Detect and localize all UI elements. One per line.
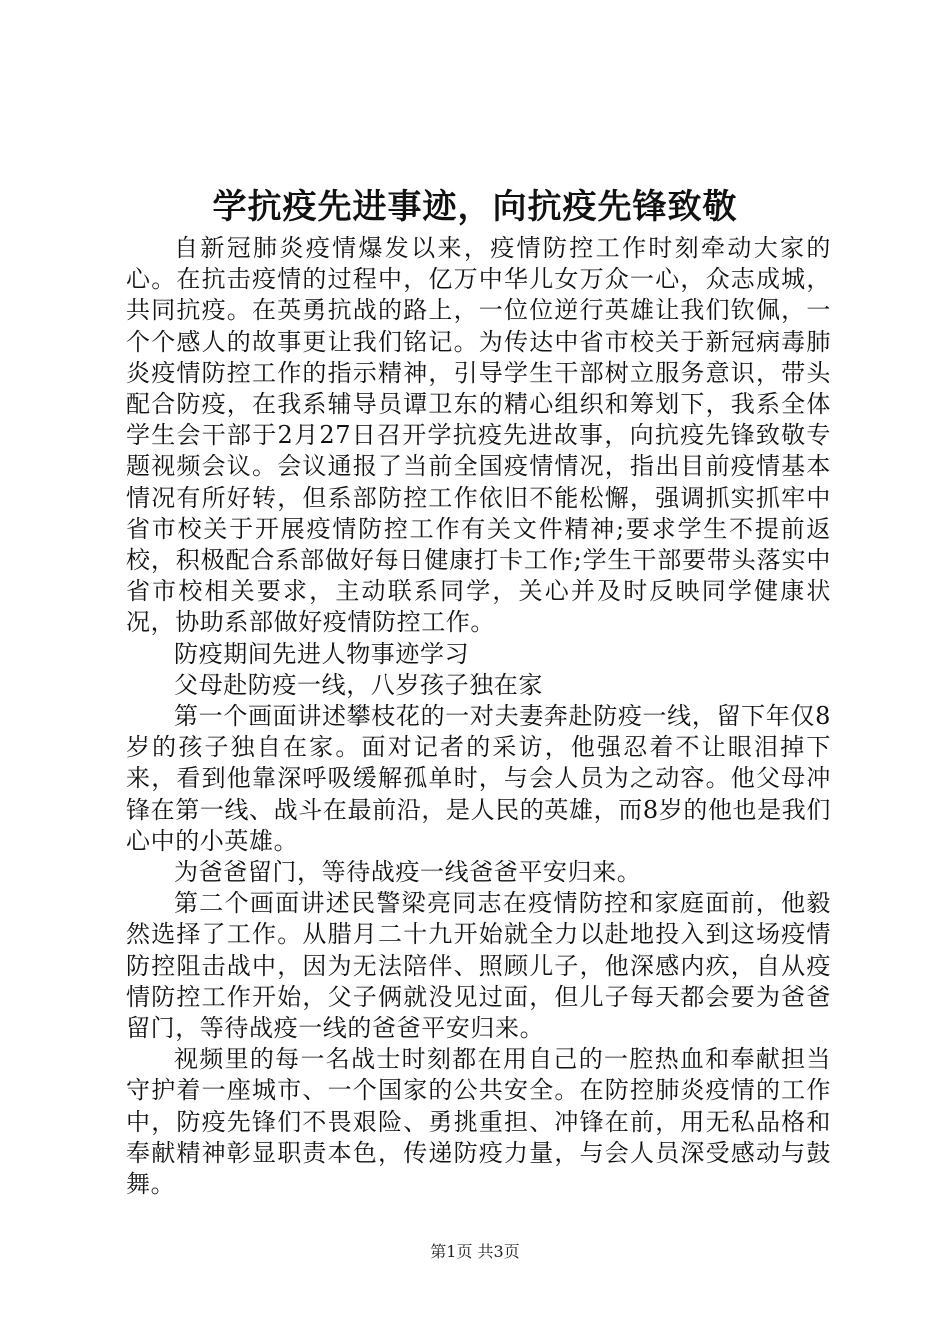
paragraph-story-two: 第二个画面讲述民警梁亮同志在疫情防控和家庭面前，他毅然选择了工作。从腊月二十九开始就全力以赴地投入到这场疫情防控阻击战中，因为无法陪伴、照顾儿子，他深感内疚，自从疫情防控工作开始，父子俩就没见过面，但儿子每天都会要为爸爸留门，等待战疫一线的爸爸平安归来。 <box>126 889 831 1043</box>
document-body <box>126 233 831 1200</box>
paragraph-story-two-heading: 为爸爸留门，等待战疫一线爸爸平安归来。 <box>174 858 642 887</box>
paragraph-conclusion: 视频里的每一名战士时刻都在用自己的一腔热血和奉献担当守护着一座城市、一个国家的公共安全。在防控肺炎疫情的工作中，防疫先锋们不畏艰险、勇挑重担、冲锋在前，用无私品格和奉献精神彰显职责本色，传递防疫力量，与会人员深受感动与鼓舞。 <box>126 1045 831 1199</box>
paragraph-intro: 自新冠肺炎疫情爆发以来，疫情防控工作时刻牵动大家的心。在抗击疫情的过程中，亿万中华儿女万众一心，众志成城，共同抗疫。在英勇抗战的路上，一位位逆行英雄让我们钦佩，一个个感人的故事更让我们铭记。为传达中省市校关于新冠病毒肺炎疫情防控工作的指示精神，引导学生干部树立服务意识，带头配合防疫，在我系辅导员谭卫东的精心组织和筹划下，我系全体学生会干部于2月27日召开学抗疫先进故事，向抗疫先锋致敬专题视频会议。会议通报了当前全国疫情情况，指出目前疫情基本情况有所好转，但系部防控工作依旧不能松懈，强调抓实抓牢中省市校关于开展疫情防控工作有关文件精神;要求学生不提前返校，积极配合系部做好每日健康打卡工作;学生干部要带头落实中省市校相关要求，主动联系同学，关心并及时反映同学健康状况，协助系部做好疫情防控工作。 <box>126 234 831 637</box>
page-number-footer: 第1页 共3页 <box>430 1242 520 1261</box>
document-title: 学抗疫先进事迹，向抗疫先锋致敬 <box>212 187 738 227</box>
paragraph-story-one-heading: 父母赴防疫一线，八岁孩子独在家 <box>174 670 543 699</box>
paragraph-section-heading: 防疫期间先进人物事迹学习 <box>174 639 470 668</box>
paragraph-story-one: 第一个画面讲述攀枝花的一对夫妻奔赴防疫一线，留下年仅8岁的孩子独自在家。面对记者的采访，他强忍着不让眼泪掉下来，看到他靠深呼吸缓解孤单时，与会人员为之动容。他父母冲锋在第一线、战斗在最前沿，是人民的英雄，而8岁的他也是我们心中的小英雄。 <box>126 702 831 855</box>
